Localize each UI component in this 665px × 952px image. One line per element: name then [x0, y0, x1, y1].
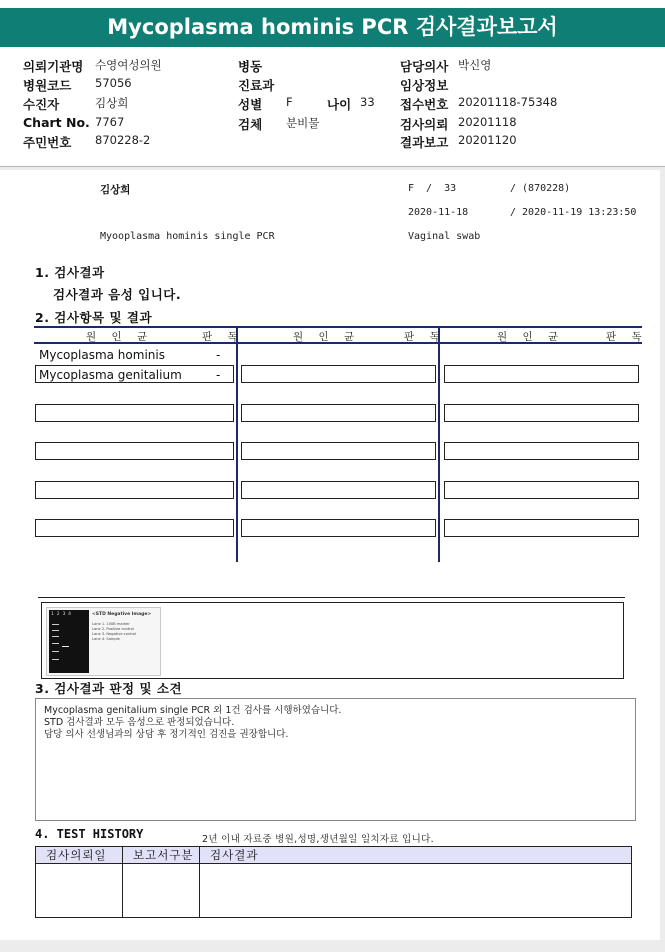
specimen-value: 분비물	[286, 116, 320, 130]
report-request-date: 2020-11-18	[408, 207, 469, 218]
department-label: 진료과	[238, 78, 275, 93]
institution-label: 의뢰기관명	[23, 59, 84, 74]
report-date-value: 20201120	[458, 133, 517, 147]
history-col-result: 검사결과	[200, 847, 632, 864]
marker-band	[52, 624, 59, 625]
gel-top-rule	[38, 597, 625, 598]
col-result-3: 판 독	[606, 331, 648, 343]
marker-band	[52, 651, 59, 652]
history-col-request-date: 검사의뢰일	[36, 847, 123, 864]
col-result-1: 판 독	[202, 331, 244, 343]
patient-label: 수진자	[23, 97, 60, 112]
result-cell	[241, 519, 436, 537]
report-sex-age: F / 33	[408, 183, 457, 194]
gel-electrophoresis-image	[49, 610, 89, 673]
positive-control-band	[62, 646, 69, 647]
resident-no-label: 주민번호	[23, 135, 72, 150]
gel-legend-item: Lane 1. 100B marker	[92, 622, 130, 626]
section3-title: 3. 검사결과 판정 및 소견	[35, 681, 183, 696]
result-cell	[444, 481, 639, 499]
receipt-no-label: 접수번호	[400, 97, 449, 112]
table-top-rule	[34, 326, 642, 328]
table-row	[36, 864, 632, 918]
result-cell	[35, 519, 234, 537]
row1-pathogen: Mycoplasma hominis	[39, 348, 165, 362]
history-cell	[36, 864, 123, 918]
row2-pathogen: Mycoplasma genitalium	[39, 368, 182, 382]
sex-value: F	[286, 95, 293, 109]
result-cell	[35, 442, 234, 460]
chart-no-label: Chart No.	[23, 115, 90, 130]
report-birth: / (870228)	[510, 183, 571, 194]
col-pathogen-2: 원 인 균	[293, 331, 361, 343]
ward-label: 병동	[238, 59, 263, 74]
receipt-no-value: 20201118-75348	[458, 95, 558, 109]
report-title: Mycoplasma hominis PCR 검사결과보고서	[0, 8, 665, 47]
col-result-2: 판 독	[404, 331, 446, 343]
report-specimen: Vaginal swab	[408, 231, 481, 242]
marker-band	[52, 636, 59, 637]
age-label: 나이	[327, 97, 352, 112]
gel-image-panel	[41, 602, 624, 679]
opinion-line: Mycoplasma genitalium single PCR 외 1건 검사를 시행하였습니다.	[44, 705, 342, 716]
report-patient-name: 김상희	[100, 184, 131, 196]
opinion-line: STD 검사결과 모두 음성으로 판정되었습니다.	[44, 717, 235, 728]
section4-title: 4. TEST HISTORY	[35, 827, 144, 841]
section1-text: 검사결과 음성 입니다.	[53, 287, 182, 302]
result-cell	[241, 365, 436, 383]
hospital-code-value: 57056	[95, 76, 132, 90]
row2-result: -	[216, 368, 221, 382]
history-cell	[123, 864, 200, 918]
section1-title: 1. 검사결과	[35, 265, 105, 280]
report-datetime: / 2020-11-19 13:23:50	[510, 207, 637, 218]
section2-title: 2. 검사항목 및 결과	[35, 310, 153, 325]
opinion-box	[35, 698, 636, 821]
doctor-value: 박신영	[458, 58, 492, 72]
hospital-code-label: 병원코드	[23, 78, 72, 93]
patient-value: 김상희	[95, 96, 129, 110]
request-date-value: 20201118	[458, 115, 517, 129]
result-cell	[444, 442, 639, 460]
gel-legend-item: Lane 2. Positive control	[92, 627, 134, 631]
history-note: 2년 이내 자료중 병원,성명,생년월일 일치자료 입니다.	[202, 834, 434, 845]
result-cell	[241, 442, 436, 460]
request-date-label: 검사의뢰	[400, 117, 449, 132]
gel-legend-item: Lane 3. Negative control	[92, 632, 137, 636]
result-cell	[444, 519, 639, 537]
test-history-table	[35, 846, 632, 918]
report-header	[0, 0, 665, 167]
gel-lane-numbers: 1 2 3 4	[51, 612, 72, 617]
result-cell	[35, 481, 234, 499]
result-cell	[444, 365, 639, 383]
result-cell	[35, 404, 234, 422]
gel-image-heading: <STD Negative Image>	[92, 612, 152, 617]
column-divider-2	[438, 327, 440, 562]
col-pathogen-1: 원 인 균	[86, 331, 154, 343]
report-date-label: 결과보고	[400, 135, 449, 150]
marker-band	[52, 659, 59, 660]
result-cell	[241, 404, 436, 422]
chart-no-value: 7767	[95, 115, 125, 129]
history-cell	[200, 864, 632, 918]
col-pathogen-3: 원 인 균	[497, 331, 565, 343]
resident-no-value: 870228-2	[95, 133, 151, 147]
result-cell	[444, 404, 639, 422]
sex-label: 성별	[238, 97, 263, 112]
specimen-label: 검체	[238, 117, 263, 132]
result-cell	[241, 481, 436, 499]
clinical-info-label: 임상정보	[400, 78, 449, 93]
opinion-line: 담당 의사 선생님과의 상담 후 정기적인 검진을 권장합니다.	[44, 729, 289, 740]
report-body	[0, 170, 660, 940]
doctor-label: 담당의사	[400, 59, 449, 74]
report-test-name: Myooplasma hominis single PCR	[100, 231, 275, 242]
marker-band	[52, 630, 59, 631]
gel-legend-item: Lane 4. Sample	[92, 637, 120, 641]
row1-result: -	[216, 348, 221, 362]
column-divider-1	[236, 327, 238, 562]
marker-band	[52, 643, 59, 644]
gel-image-thumbnail	[46, 607, 161, 676]
history-col-report-type: 보고서구분	[123, 847, 200, 864]
institution-value: 수영여성의원	[95, 58, 162, 72]
age-value: 33	[360, 95, 375, 109]
